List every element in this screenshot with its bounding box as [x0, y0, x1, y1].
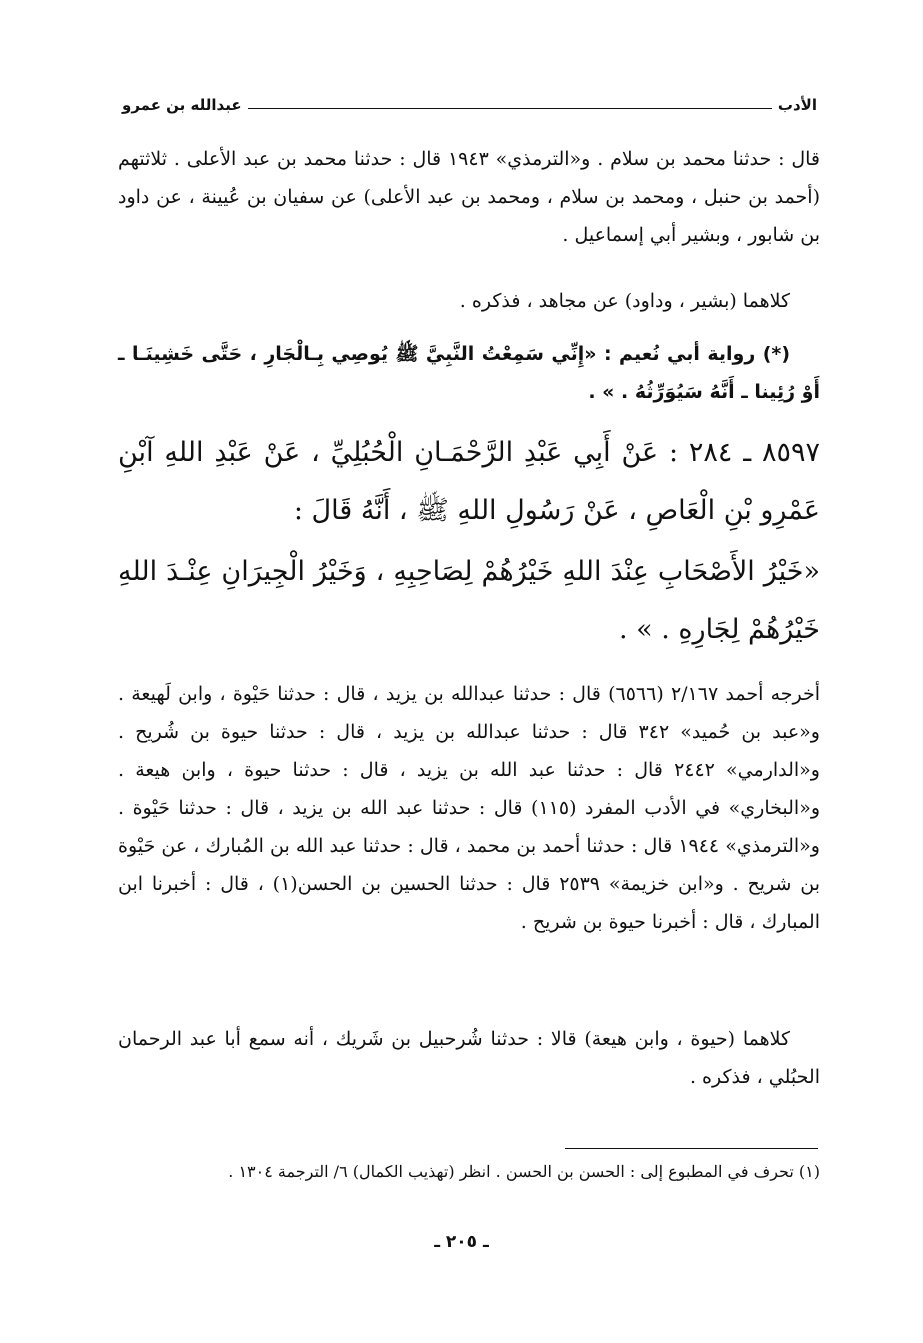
paragraph-continuation: قال : حدثنا محمد بن سلام . و«الترمذي» ١٩٤٣ قال : حدثنا محمد بن عبد الأعلى . ثلاثتهم (أحمد بن حنبل ، ومحمد بن سلام ، ومحمد بن عبد الأعلى) عن سفيان بن عُيينة ، عن داود بن شابور ، وبشير أبي إسماعيل .: [118, 148, 820, 246]
header-rule: [248, 108, 772, 109]
page-number: ـ ٢٠٥ ـ: [434, 1232, 489, 1252]
paragraph-takhrij: أخرجه أحمد ٢/١٦٧ (٦٥٦٦) قال : حدثنا عبدالله بن يزيد ، قال : حدثنا حَيْوة ، وابن لَهيعة . و«عبد بن حُميد» ٣٤٢ قال : حدثنا عبدالله بن يزيد ، قال : حدثنا حيوة بن شُريح . و«الدارمي» ٢٤٤٢ قال : حدثنا عبد الله بن يزيد ، قال : حدثنا حيوة ، وابن هيعة . و«البخاري» في الأدب المفرد (١١٥) قال : حدثنا عبد الله بن يزيد ، قال : حدثنا حَيْوة . و«الترمذي» ١٩٤٤ قال : حدثنا أحمد بن محمد ، قال : حدثنا عبد الله بن المُبارك ، عن حَيْوة بن شريح . و«ابن خزيمة» ٢٥٣٩ قال : حدثنا الحسين بن الحسن(١) ، قال : أخبرنا ابن المبارك ، قال : أخبرنا حيوة بن شريح .: [118, 683, 821, 933]
footnote-rule: [565, 1148, 818, 1149]
paragraph-abu-nuaym-note: (*) رواية أبي نُعيم : «إِنِّي سَمِعْتُ النَّبِيَّ ﷺ يُوصِي بِـالْجَارِ ، حَتَّى خَشِينَـا ـ أَوْ رُئِينا ـ أَنَّهُ سَيُوَرِّثُهُ . » .: [118, 343, 820, 403]
hadith-isnad: ٨٥٩٧ ـ ٢٨٤ : عَنْ أَبِي عَبْدِ الرَّحْمَـانِ الْحُبُلِيِّ ، عَنْ عَبْدِ اللهِ آبْنِ عَمْرِو بْنِ الْعَاصِ ، عَنْ رَسُولِ اللهِ ﷺ ، أَنَّهُ قَالَ :: [118, 437, 821, 526]
header-subject: عبدالله بن عمرو: [122, 96, 242, 114]
paragraph-conclusion: كلاهما (حيوة ، وابن هيعة) قالا : حدثنا شُرحبيل بن شَريك ، أنه سمع أبا عبد الرحمان الحبُلي ، فذكره .: [118, 1028, 820, 1088]
running-header: [122, 88, 817, 114]
header-section: الأدب: [777, 96, 817, 114]
paragraph-both-narrators: كلاهما (بشير ، وداود) عن مجاهد ، فذكره .: [459, 290, 790, 312]
hadith-matn: «خَيْرُ الأَصْحَابِ عِنْدَ اللهِ خَيْرُهُمْ لِصَاحِبِهِ ، وَخَيْرُ الْجِيرَانِ عِنْـدَ اللهِ خَيْرُهُمْ لِجَارِهِ . » .: [118, 556, 820, 645]
footnote: (١) تحرف في المطبوع إلى : الحسن بن الحسن . انظر (تهذيب الكمال) ٦/ الترجمة ١٣٠٤ .: [228, 1162, 820, 1181]
